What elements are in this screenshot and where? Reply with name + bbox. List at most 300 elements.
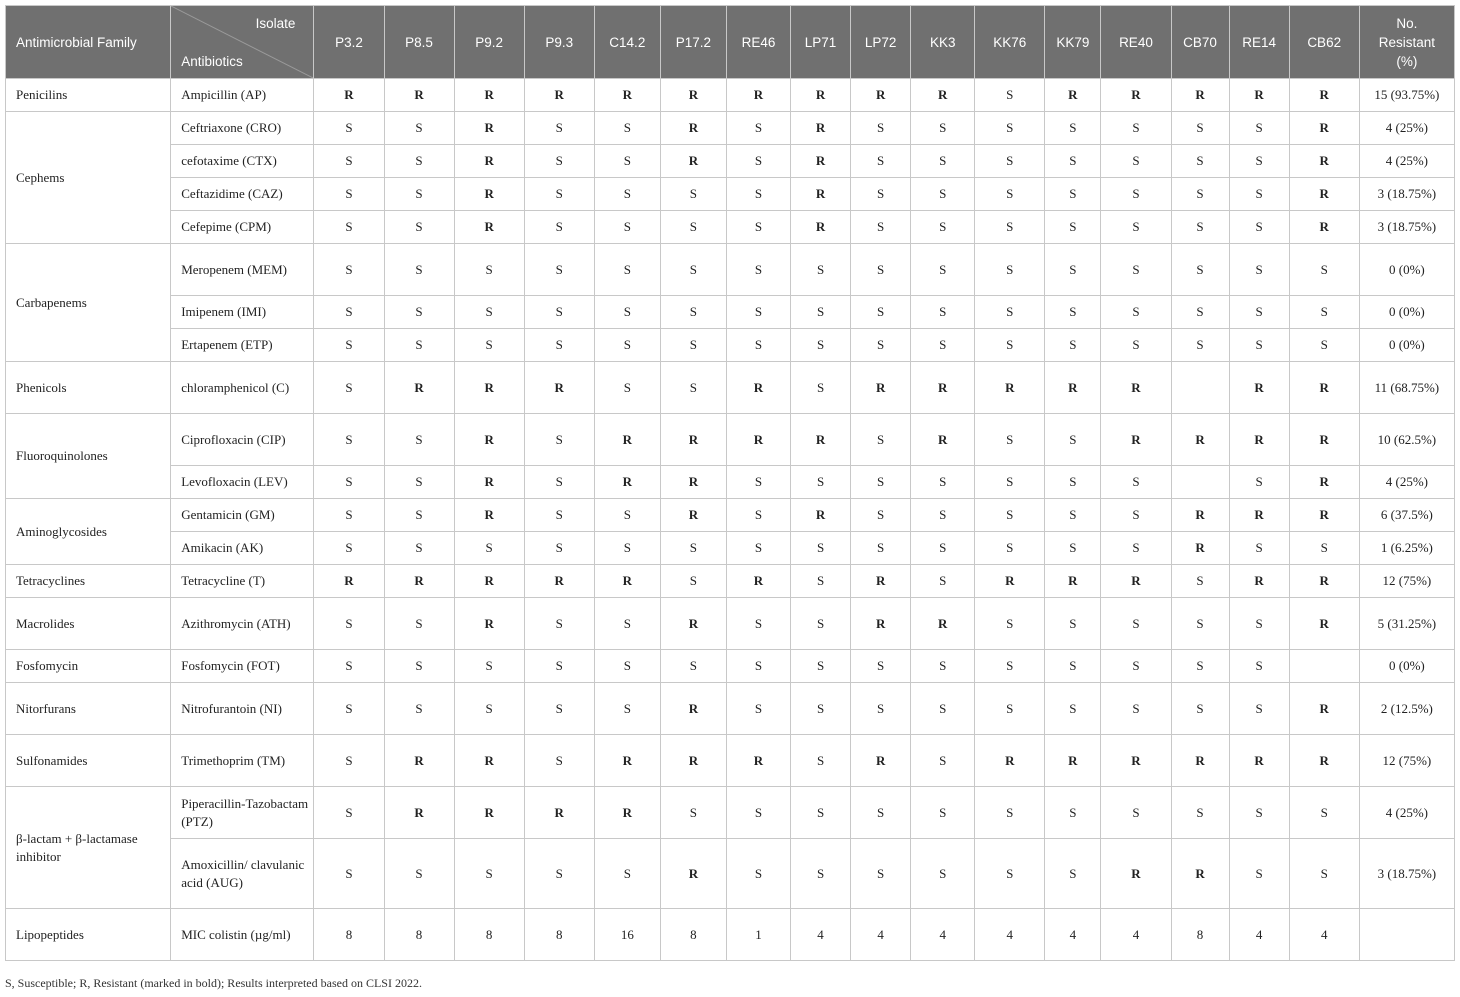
table-row (6, 735, 1455, 787)
resistant-count-cell: 4 (25%) (1359, 145, 1454, 178)
table-row (6, 296, 1455, 329)
table-row (6, 683, 1455, 735)
result-cell: 4 (851, 909, 911, 961)
result-cell: S (975, 329, 1045, 362)
family-cell: Tetracyclines (6, 565, 171, 598)
header-row (6, 6, 1455, 79)
result-cell: S (384, 598, 454, 650)
result-cell: S (1289, 244, 1359, 296)
antibiotic-cell: Cefepime (CPM) (171, 211, 314, 244)
antibiotic-cell: Ampicillin (AP) (171, 79, 314, 112)
result-cell: S (1101, 650, 1171, 683)
result-cell: S (594, 499, 660, 532)
result-cell: R (660, 79, 726, 112)
resistant-count-cell: 10 (62.5%) (1359, 414, 1454, 466)
header-isolate-re14: RE14 (1229, 6, 1289, 79)
result-cell: S (1045, 598, 1101, 650)
result-cell: S (726, 145, 790, 178)
result-cell: R (524, 362, 594, 414)
result-cell: S (1101, 112, 1171, 145)
result-cell: S (1229, 244, 1289, 296)
result-cell: S (1045, 499, 1101, 532)
result-cell: R (1101, 79, 1171, 112)
family-cell: Lipopeptides (6, 909, 171, 961)
table-row (6, 598, 1455, 650)
table-row (6, 787, 1455, 839)
antibiotic-cell: Azithromycin (ATH) (171, 598, 314, 650)
header-no-resistant (1359, 6, 1454, 79)
result-cell: S (314, 145, 384, 178)
result-cell: R (314, 565, 384, 598)
family-cell: Penicilins (6, 79, 171, 112)
result-cell: S (851, 211, 911, 244)
result-cell: S (1171, 650, 1229, 683)
result-cell: R (1289, 178, 1359, 211)
table-row (6, 178, 1455, 211)
result-cell: S (594, 145, 660, 178)
result-cell: S (1101, 329, 1171, 362)
result-cell: 16 (594, 909, 660, 961)
family-cell: Phenicols (6, 362, 171, 414)
result-cell: R (791, 145, 851, 178)
antibiotic-cell: Fosfomycin (FOT) (171, 650, 314, 683)
resistant-count-cell: 11 (68.75%) (1359, 362, 1454, 414)
result-cell: 4 (1101, 909, 1171, 961)
result-cell: S (524, 145, 594, 178)
result-cell: S (314, 650, 384, 683)
result-cell: S (851, 650, 911, 683)
result-cell: S (851, 499, 911, 532)
table-row (6, 839, 1455, 909)
result-cell: S (911, 683, 975, 735)
result-cell: S (851, 683, 911, 735)
resistant-count-cell: 0 (0%) (1359, 329, 1454, 362)
result-cell: R (911, 79, 975, 112)
result-cell: S (384, 466, 454, 499)
result-cell: S (454, 296, 524, 329)
result-cell: R (791, 178, 851, 211)
result-cell: S (594, 329, 660, 362)
result-cell: S (660, 178, 726, 211)
result-cell: S (1101, 598, 1171, 650)
result-cell: S (1171, 683, 1229, 735)
result-cell: S (911, 296, 975, 329)
result-cell: S (384, 178, 454, 211)
result-cell: R (594, 414, 660, 466)
result-cell: S (1045, 650, 1101, 683)
result-cell: S (384, 839, 454, 909)
result-cell: S (1171, 178, 1229, 211)
table-row (6, 650, 1455, 683)
result-cell: S (314, 466, 384, 499)
resistant-count-cell: 2 (12.5%) (1359, 683, 1454, 735)
family-cell: Fluoroquinolones (6, 414, 171, 499)
result-cell: S (454, 244, 524, 296)
result-cell: S (791, 362, 851, 414)
result-cell: S (726, 839, 790, 909)
header-no-resistant-line: Resistant (1378, 34, 1436, 50)
result-cell: R (726, 414, 790, 466)
family-cell: β-lactam + β-lactamase inhibitor (6, 787, 171, 909)
result-cell: R (594, 735, 660, 787)
result-cell: S (384, 683, 454, 735)
result-cell: R (1101, 414, 1171, 466)
result-cell: R (594, 565, 660, 598)
header-isolate-p8-5: P8.5 (384, 6, 454, 79)
result-cell: S (660, 532, 726, 565)
result-cell: R (660, 839, 726, 909)
result-cell: R (454, 598, 524, 650)
result-cell: R (911, 414, 975, 466)
result-cell: S (726, 650, 790, 683)
result-cell: R (660, 735, 726, 787)
result-cell: S (594, 296, 660, 329)
result-cell: S (454, 650, 524, 683)
table-row (6, 211, 1455, 244)
result-cell: R (1101, 839, 1171, 909)
result-cell: S (1171, 296, 1229, 329)
result-cell: R (1171, 839, 1229, 909)
result-cell: S (975, 79, 1045, 112)
result-cell: S (851, 414, 911, 466)
header-isolate-lp71: LP71 (791, 6, 851, 79)
result-cell: S (1101, 211, 1171, 244)
result-cell: S (1101, 532, 1171, 565)
result-cell: R (1289, 112, 1359, 145)
result-cell: S (791, 565, 851, 598)
result-cell: 8 (660, 909, 726, 961)
result-cell: R (524, 565, 594, 598)
result-cell: S (851, 296, 911, 329)
result-cell: S (1045, 145, 1101, 178)
result-cell (1171, 362, 1229, 414)
result-cell: S (975, 414, 1045, 466)
result-cell: R (791, 211, 851, 244)
result-cell: S (975, 112, 1045, 145)
result-cell: S (791, 598, 851, 650)
result-cell: R (594, 79, 660, 112)
result-cell: S (314, 499, 384, 532)
result-cell: S (1101, 178, 1171, 211)
result-cell: S (594, 839, 660, 909)
result-cell: R (911, 362, 975, 414)
antibiotic-cell: Piperacillin-Tazobactam (PTZ) (171, 787, 314, 839)
result-cell: 8 (314, 909, 384, 961)
result-cell: S (1229, 598, 1289, 650)
table-row (6, 565, 1455, 598)
result-cell: S (726, 329, 790, 362)
result-cell: S (851, 466, 911, 499)
result-cell: S (975, 244, 1045, 296)
result-cell: R (524, 787, 594, 839)
resistant-count-cell: 3 (18.75%) (1359, 839, 1454, 909)
result-cell: R (454, 499, 524, 532)
result-cell: R (1289, 598, 1359, 650)
result-cell: R (1171, 414, 1229, 466)
result-cell: R (975, 565, 1045, 598)
result-cell: 4 (1045, 909, 1101, 961)
resistant-count-cell: 12 (75%) (1359, 735, 1454, 787)
result-cell: S (911, 211, 975, 244)
result-cell: R (1289, 79, 1359, 112)
result-cell: S (1229, 211, 1289, 244)
result-cell: R (1289, 211, 1359, 244)
result-cell: R (1289, 499, 1359, 532)
result-cell: R (1229, 735, 1289, 787)
result-cell: R (1289, 362, 1359, 414)
result-cell: S (1229, 683, 1289, 735)
result-cell: S (975, 211, 1045, 244)
result-cell: S (1045, 112, 1101, 145)
result-cell: S (384, 414, 454, 466)
result-cell: S (384, 329, 454, 362)
result-cell: S (1101, 787, 1171, 839)
result-cell: R (975, 362, 1045, 414)
result-cell: R (1171, 79, 1229, 112)
antibiotic-cell: Ceftazidime (CAZ) (171, 178, 314, 211)
result-cell: S (851, 787, 911, 839)
result-cell: R (454, 362, 524, 414)
family-cell: Sulfonamides (6, 735, 171, 787)
result-cell: S (524, 329, 594, 362)
result-cell: 1 (726, 909, 790, 961)
result-cell: S (384, 650, 454, 683)
result-cell: S (1045, 211, 1101, 244)
result-cell: R (1171, 499, 1229, 532)
result-cell: S (1229, 178, 1289, 211)
result-cell: R (454, 735, 524, 787)
result-cell: R (384, 565, 454, 598)
result-cell: S (911, 787, 975, 839)
result-cell: 4 (975, 909, 1045, 961)
result-cell: S (660, 787, 726, 839)
result-cell: S (594, 211, 660, 244)
result-cell: S (1229, 650, 1289, 683)
table-footnote: S, Susceptible; R, Resistant (marked in bold); Results interpreted based on CLSI 2022. (5, 976, 422, 990)
result-cell: R (454, 565, 524, 598)
result-cell: R (791, 79, 851, 112)
result-cell: S (851, 244, 911, 296)
result-cell: S (594, 598, 660, 650)
result-cell: R (726, 362, 790, 414)
result-cell: R (660, 598, 726, 650)
result-cell: S (1171, 598, 1229, 650)
antibiotic-cell: Ceftriaxone (CRO) (171, 112, 314, 145)
result-cell: R (454, 178, 524, 211)
result-cell: S (911, 244, 975, 296)
result-cell: 4 (911, 909, 975, 961)
result-cell: S (314, 211, 384, 244)
result-cell: S (1045, 329, 1101, 362)
resistant-count-cell: 0 (0%) (1359, 296, 1454, 329)
resistant-count-cell: 5 (31.25%) (1359, 598, 1454, 650)
result-cell: R (1101, 565, 1171, 598)
result-cell: S (1101, 145, 1171, 178)
result-cell: S (1101, 683, 1171, 735)
result-cell: R (1229, 565, 1289, 598)
table-row (6, 414, 1455, 466)
result-cell: R (660, 414, 726, 466)
header-isolate-antibiotics (171, 6, 314, 79)
resistant-count-cell: 3 (18.75%) (1359, 211, 1454, 244)
result-cell: S (1289, 839, 1359, 909)
result-cell: S (911, 112, 975, 145)
result-cell: S (1171, 211, 1229, 244)
result-cell: S (911, 178, 975, 211)
table-row (6, 466, 1455, 499)
header-antibiotics-label: Antibiotics (181, 54, 243, 69)
result-cell: R (594, 466, 660, 499)
result-cell: R (660, 499, 726, 532)
result-cell: S (314, 362, 384, 414)
antibiotic-cell: Ertapenem (ETP) (171, 329, 314, 362)
resistant-count-cell: 4 (25%) (1359, 466, 1454, 499)
result-cell: S (384, 145, 454, 178)
result-cell: S (660, 329, 726, 362)
result-cell: S (524, 598, 594, 650)
result-cell: S (314, 178, 384, 211)
result-cell: R (726, 735, 790, 787)
result-cell: S (1289, 532, 1359, 565)
resistant-count-cell: 4 (25%) (1359, 112, 1454, 145)
result-cell: S (1045, 683, 1101, 735)
header-isolate-lp72: LP72 (851, 6, 911, 79)
antibiotic-cell: Amoxicillin/ clavulanic acid (AUG) (171, 839, 314, 909)
result-cell: R (384, 79, 454, 112)
family-cell: Nitorfurans (6, 683, 171, 735)
result-cell: S (1101, 296, 1171, 329)
result-cell: R (384, 362, 454, 414)
result-cell: S (851, 532, 911, 565)
header-isolate-re46: RE46 (726, 6, 790, 79)
result-cell: S (454, 839, 524, 909)
result-cell: 8 (524, 909, 594, 961)
result-cell: S (1229, 466, 1289, 499)
result-cell: R (1045, 79, 1101, 112)
result-cell: S (975, 839, 1045, 909)
table-row (6, 532, 1455, 565)
result-cell: R (524, 79, 594, 112)
result-cell: R (1289, 145, 1359, 178)
result-cell: R (791, 499, 851, 532)
result-cell: S (1229, 329, 1289, 362)
header-isolate-c14-2: C14.2 (594, 6, 660, 79)
table-row (6, 79, 1455, 112)
result-cell: S (1045, 787, 1101, 839)
result-cell: R (726, 79, 790, 112)
result-cell: S (524, 532, 594, 565)
result-cell: 8 (384, 909, 454, 961)
result-cell: S (594, 683, 660, 735)
antibiotic-cell: Gentamicin (GM) (171, 499, 314, 532)
result-cell: S (660, 211, 726, 244)
antibiotic-cell: Imipenem (IMI) (171, 296, 314, 329)
antimicrobial-resistance-table (5, 5, 1455, 961)
result-cell: S (524, 296, 594, 329)
result-cell: R (454, 145, 524, 178)
result-cell: S (726, 178, 790, 211)
result-cell: S (314, 787, 384, 839)
result-cell: S (594, 532, 660, 565)
result-cell: R (851, 79, 911, 112)
result-cell: R (314, 79, 384, 112)
header-isolate-re40: RE40 (1101, 6, 1171, 79)
result-cell: S (524, 735, 594, 787)
result-cell: R (660, 145, 726, 178)
result-cell: S (524, 683, 594, 735)
result-cell: 4 (1229, 909, 1289, 961)
result-cell: S (911, 650, 975, 683)
result-cell: R (1045, 565, 1101, 598)
result-cell: R (1229, 414, 1289, 466)
result-cell: S (791, 787, 851, 839)
header-no-resistant-line: No. (1396, 15, 1418, 31)
result-cell: S (524, 244, 594, 296)
result-cell: R (726, 565, 790, 598)
antibiotic-cell: Nitrofurantoin (NI) (171, 683, 314, 735)
result-cell: S (384, 499, 454, 532)
resistant-count-cell: 6 (37.5%) (1359, 499, 1454, 532)
header-isolate-kk3: KK3 (911, 6, 975, 79)
resistant-count-cell: 3 (18.75%) (1359, 178, 1454, 211)
result-cell: 8 (1171, 909, 1229, 961)
result-cell: R (1171, 532, 1229, 565)
result-cell: R (911, 598, 975, 650)
result-cell: R (851, 362, 911, 414)
result-cell: S (1229, 296, 1289, 329)
result-cell: S (1045, 466, 1101, 499)
result-cell: S (1289, 787, 1359, 839)
result-cell: R (1289, 683, 1359, 735)
family-cell: Macrolides (6, 598, 171, 650)
result-cell: S (1171, 565, 1229, 598)
antibiotic-cell: Meropenem (MEM) (171, 244, 314, 296)
result-cell: S (791, 683, 851, 735)
result-cell (1171, 466, 1229, 499)
result-cell: S (975, 466, 1045, 499)
result-cell: S (726, 683, 790, 735)
result-cell: S (1045, 296, 1101, 329)
result-cell: S (726, 296, 790, 329)
result-cell: S (594, 362, 660, 414)
result-cell: S (314, 296, 384, 329)
result-cell: S (594, 650, 660, 683)
result-cell: R (1289, 735, 1359, 787)
result-cell: S (911, 565, 975, 598)
result-cell: R (384, 735, 454, 787)
resistant-count-cell (1359, 909, 1454, 961)
result-cell: S (524, 499, 594, 532)
result-cell: S (791, 329, 851, 362)
result-cell: S (1289, 329, 1359, 362)
result-cell: S (791, 735, 851, 787)
result-cell: S (1101, 244, 1171, 296)
result-cell: S (524, 112, 594, 145)
result-cell: S (911, 839, 975, 909)
result-cell: R (660, 683, 726, 735)
result-cell: S (911, 329, 975, 362)
family-cell: Cephems (6, 112, 171, 244)
result-cell: S (524, 839, 594, 909)
result-cell: S (594, 244, 660, 296)
result-cell: S (851, 112, 911, 145)
result-cell: S (911, 145, 975, 178)
results-table-container (5, 5, 1455, 961)
result-cell: S (314, 839, 384, 909)
header-isolate-p3-2: P3.2 (314, 6, 384, 79)
result-cell: R (1229, 79, 1289, 112)
result-cell: S (791, 839, 851, 909)
